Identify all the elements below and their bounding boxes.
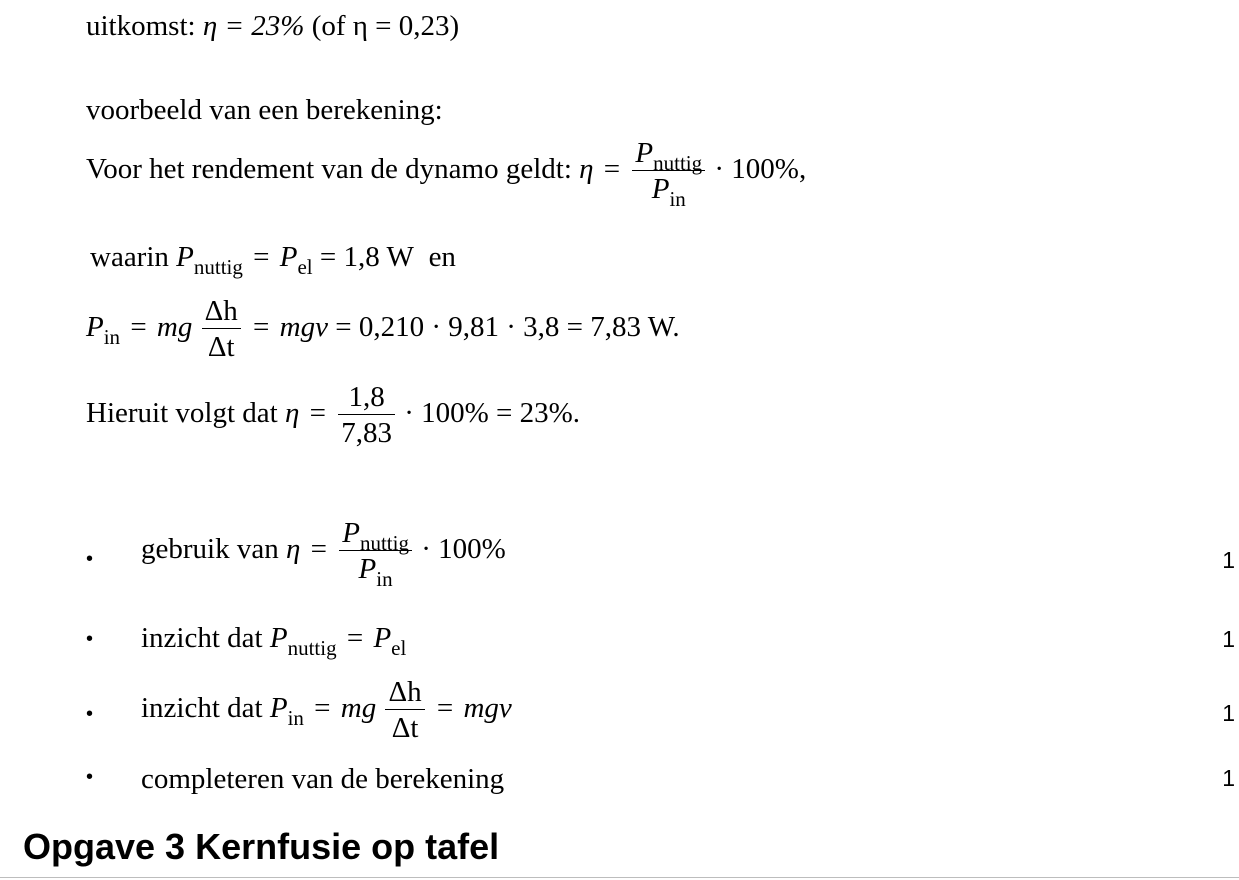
criterion-1: [141, 517, 506, 592]
criterion-3: [141, 677, 512, 744]
hundred-percent: · 100%,: [714, 153, 807, 186]
criterion-4: completeren van de berekening: [141, 763, 505, 795]
mgv-symbol: mgv: [463, 692, 512, 725]
sub-nuttig: nuttig: [193, 255, 243, 279]
equals-sign: =: [253, 311, 270, 344]
p-symbol: P: [373, 622, 392, 654]
dh-dt-fraction: [385, 677, 424, 744]
bullet-icon: •: [86, 548, 94, 570]
bullet-icon: •: [86, 766, 94, 788]
eta-symbol: η: [579, 153, 594, 186]
outcome-label: uitkomst:: [86, 10, 196, 42]
p-symbol: P: [342, 517, 360, 549]
outcome-line: [86, 12, 459, 41]
equals-sign: =: [130, 311, 147, 344]
ratio-fraction: [338, 382, 395, 449]
page-divider: [0, 877, 1239, 878]
bullet-icon: •: [86, 628, 94, 650]
hundred-percent: · 100%: [421, 533, 506, 566]
line4-text: Hieruit volgt dat: [86, 397, 278, 430]
criterion-text: gebruik van: [141, 533, 279, 566]
p-symbol: P: [269, 692, 288, 725]
score-2: 1: [1222, 626, 1235, 652]
p-symbol: P: [86, 311, 104, 344]
example-line-1: [86, 137, 807, 212]
line3-result: = 0,210 · 9,81 · 3,8 = 7,83 W.: [335, 311, 680, 344]
outcome-eq: η = 23%: [202, 10, 305, 42]
dh-dt-fraction: [202, 296, 241, 363]
sub-in: in: [287, 706, 304, 731]
sub-el: el: [297, 255, 313, 279]
bullet-icon: •: [86, 703, 94, 725]
score-3: 1: [1222, 700, 1235, 726]
line2-text: waarin: [90, 241, 169, 273]
sub-el: el: [391, 636, 407, 660]
equals-sign: =: [346, 622, 364, 654]
line2-end: en: [428, 241, 456, 273]
ratio-numerator: 1,8: [338, 382, 395, 415]
mg-symbol: mg: [156, 311, 193, 344]
criterion-text: inzicht dat: [141, 622, 263, 654]
example-line-4: [86, 382, 580, 449]
line2-value: = 1,8 W: [319, 241, 414, 273]
example-title: voorbeeld van een berekening:: [86, 94, 443, 126]
equals-sign: =: [314, 692, 331, 725]
ratio-denominator: 7,83: [341, 417, 392, 450]
equals-sign: =: [436, 692, 454, 725]
equals-sign: =: [603, 153, 621, 186]
score-1: 1: [1222, 547, 1235, 573]
equals-sign: =: [310, 533, 327, 566]
sub-nuttig: nuttig: [287, 636, 337, 660]
eta-symbol: η: [284, 397, 300, 430]
sub-nuttig: nuttig: [359, 531, 409, 555]
p-symbol: P: [269, 622, 288, 654]
equals-sign: =: [253, 241, 270, 273]
equals-sign: =: [309, 397, 326, 430]
mgv-symbol: mgv: [279, 311, 328, 344]
line1-text: Voor het rendement van de dynamo geldt:: [86, 153, 572, 186]
mg-symbol: mg: [340, 692, 377, 725]
section-heading: Opgave 3 Kernfusie op tafel: [23, 826, 500, 867]
p-symbol: P: [358, 553, 377, 586]
p-symbol: P: [651, 173, 670, 206]
p-symbol: P: [176, 241, 194, 273]
outcome-paren: (of η = 0,23): [311, 10, 460, 42]
p-symbol: P: [635, 137, 654, 169]
sub-nuttig: nuttig: [653, 151, 703, 175]
criterion-2: [141, 622, 407, 660]
sub-in: in: [103, 325, 121, 350]
example-line-3: [86, 296, 680, 363]
example-line-2: [90, 241, 456, 279]
sub-in: in: [669, 187, 686, 212]
eta-symbol: η: [285, 533, 301, 566]
delta-h: Δh: [385, 677, 424, 710]
power-fraction: [339, 517, 412, 592]
delta-h: Δh: [202, 296, 241, 329]
delta-t: Δt: [391, 712, 419, 745]
p-symbol: P: [279, 241, 298, 273]
sub-in: in: [376, 567, 393, 592]
power-fraction: [632, 137, 705, 212]
line4-result: · 100% = 23%.: [404, 397, 581, 430]
delta-t: Δt: [207, 331, 235, 364]
criterion-text: inzicht dat: [141, 692, 263, 725]
score-4: 1: [1222, 765, 1235, 791]
